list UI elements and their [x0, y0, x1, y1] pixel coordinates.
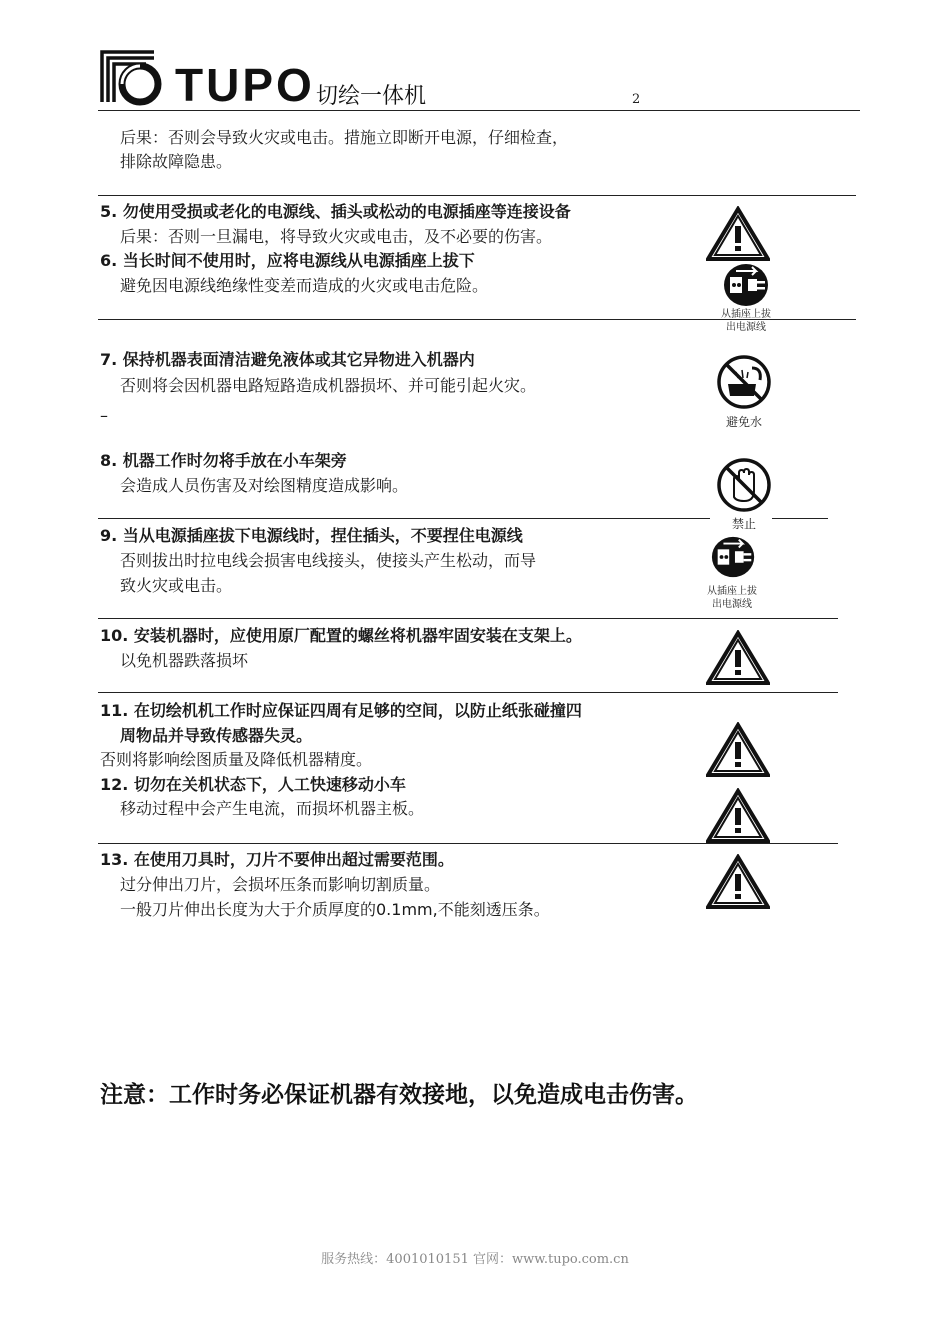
warning-triangle-icon [706, 722, 770, 778]
text-line: 后果：否则会导致火灾或电击。措施立即断开电源，仔细检查， [120, 128, 569, 147]
section-divider [98, 518, 710, 519]
text-line: 会造成人员伤害及对绘图精度造成影响。 [120, 476, 409, 495]
warning-triangle-icon [706, 206, 770, 262]
product-subtitle: 切绘一体机 [316, 84, 427, 109]
text-line: 否则将影响绘图质量及降低机器精度。 [100, 750, 373, 769]
text-line: 一般刀片伸出长度为大于介质厚度的0.1mm,不能刻透压条。 [120, 900, 550, 919]
icon-caption: 从插座上拔 出电源线 [721, 309, 771, 333]
text-line: 致火灾或电击。 [120, 576, 233, 595]
text-line: 过分伸出刀片，会损坏压条而影响切割质量。 [120, 875, 441, 894]
text-line: 移动过程中会产生电流，而损坏机器主板。 [120, 799, 425, 818]
section-divider [98, 195, 856, 196]
unplug-icon [710, 534, 758, 580]
item-heading: 10. 安装机器时，应使用原厂配置的螺丝将机器牢固安装在支架上。 [100, 626, 582, 645]
icon-caption: 从插座上拔 出电源线 [707, 586, 757, 610]
text-line: 否则将会因机器电路短路造成机器损坏、并可能引起火灾。 [120, 376, 537, 395]
item-heading: 7. 保持机器表面清洁避免液体或其它异物进入机器内 [100, 350, 475, 369]
text-line: 以免机器跌落损坏 [120, 651, 249, 670]
item-heading: 9. 当从电源插座拔下电源线时，捏住插头，不要捏住电源线 [100, 526, 523, 545]
item-heading-cont: 周物品并导致传感器失灵。 [120, 726, 313, 745]
text-line: 否则拔出时拉电线会损害电线接头，使接头产生松动，而导 [120, 551, 537, 570]
item-heading: 12. 切勿在关机状态下，人工快速移动小车 [100, 775, 406, 794]
text-line: 排除故障隐患。 [120, 152, 233, 171]
grounding-notice: 注意：工作时务必保证机器有效接地，以免造成电击伤害。 [100, 1082, 698, 1108]
text-line: 后果：否则一旦漏电，将导致火灾或电击，及不必要的伤害。 [120, 227, 553, 246]
stray-dash: – [100, 406, 108, 425]
icon-caption: 避免水 [725, 415, 762, 429]
avoid-water-icon [716, 354, 772, 410]
unplug-icon [722, 262, 772, 308]
footer-contact: 服务热线：4001010151 官网：www.tupo.com.cn [321, 1252, 629, 1267]
item-heading: 6. 当长时间不使用时，应将电源线从电源插座上拔下 [100, 251, 475, 270]
icon-caption: 禁止 [731, 517, 756, 531]
warning-triangle-icon [706, 630, 770, 686]
prohibit-hand-icon [716, 457, 772, 513]
section-divider [98, 692, 838, 693]
section-divider [772, 518, 828, 519]
item-heading: 5. 勿使用受损或老化的电源线、插头或松动的电源插座等连接设备 [100, 202, 571, 221]
warning-triangle-icon [706, 854, 770, 910]
item-heading: 8. 机器工作时勿将手放在小车架旁 [100, 451, 347, 470]
item-heading: 13. 在使用刀具时，刀片不要伸出超过需要范围。 [100, 850, 454, 869]
text-line: 避免因电源线绝缘性变差而造成的火灾或电击危险。 [120, 276, 489, 295]
item-heading: 11. 在切绘机机工作时应保证四周有足够的空间，以防止纸张碰撞四 [100, 701, 582, 720]
warning-triangle-icon [706, 788, 770, 844]
header-divider [98, 110, 860, 111]
section-divider [98, 618, 838, 619]
tupo-logo-icon [98, 44, 164, 106]
page-number: 2 [632, 92, 641, 107]
brand-logo-text: TUPO [175, 59, 315, 111]
